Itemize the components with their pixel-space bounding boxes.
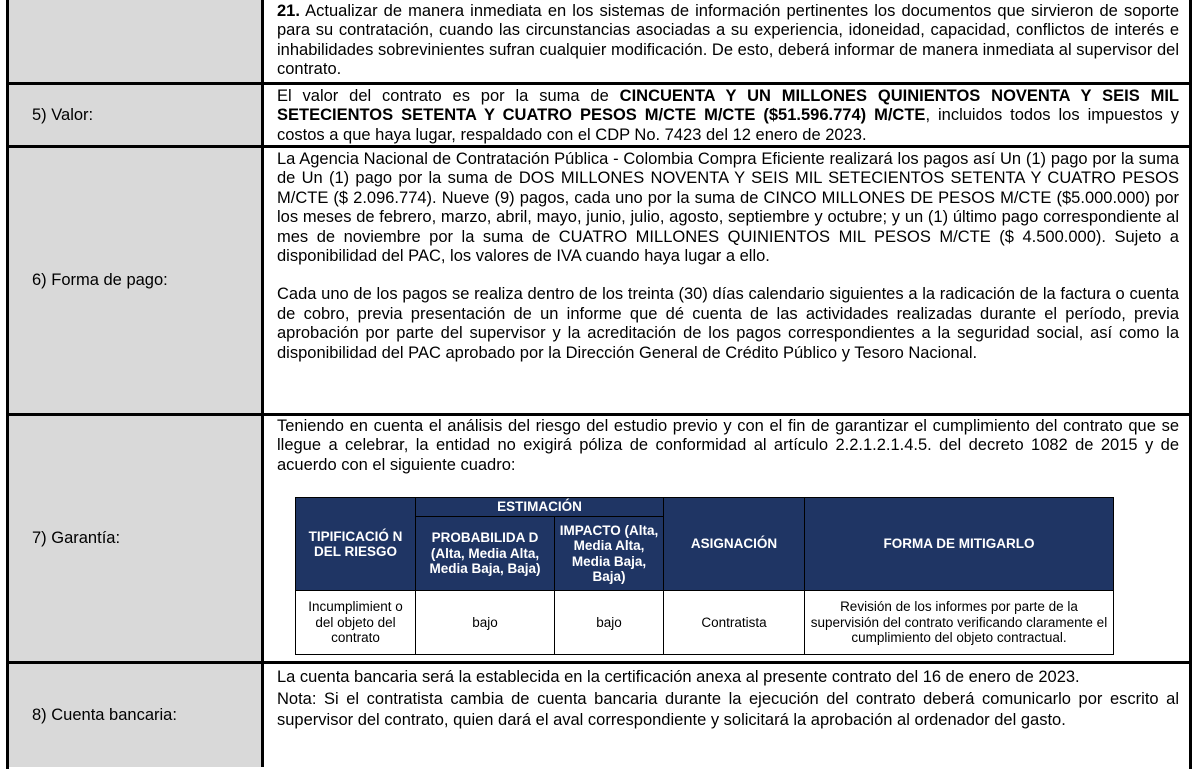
cuenta-p2: Nota: Si el contratista cambia de cuenta bancaria durante la ejecución del contrato deberá comunicarlo por escrito al supervisor del contrato, quien dará el aval correspondiente y solicitará la aprobación al ordenador del gasto. (277, 689, 1179, 729)
header-tipificacion: TIPIFICACIÓ N DEL RIESGO (296, 498, 416, 591)
label-cuenta: 8) Cuenta bancaria: (9, 664, 264, 767)
clause-21 (277, 2, 1179, 80)
cell-tipificacion: Incumplimient o del objeto del contrato (296, 591, 416, 655)
label-garantia: 7) Garantía: (9, 416, 264, 661)
clause-21-number: 21. (277, 2, 300, 20)
row-label-empty (9, 0, 264, 82)
label-forma-pago: 6) Forma de pago: (9, 148, 264, 413)
clause-21-text: Actualizar de manera inmediata en los sistemas de información pertinentes los documentos que sirvieron de soporte para su contratación, cuando las circunstancias asociadas a su experiencia, idoneidad, capacidad, conflictos de interés e inhabilidades sobrevinientes sufran cualquier modificación. De esto, deberá informar de manera inmediata al supervisor del contrato. (277, 2, 1179, 79)
cuenta-cell (264, 664, 1189, 784)
label-valor: 5) Valor: (9, 85, 264, 145)
row-valor (9, 85, 1189, 148)
valor-text (277, 87, 1179, 145)
row-obligations (9, 0, 1189, 85)
obligations-cell (264, 0, 1189, 82)
header-probabilidad: PROBABILIDA D (Alta, Media Alta, Media Baja, Baja) (416, 517, 555, 591)
row-forma-pago (9, 148, 1189, 416)
valor-cell (264, 85, 1189, 145)
cell-impacto: bajo (555, 591, 664, 655)
header-impacto: IMPACTO (Alta, Media Alta, Media Baja, Baja) (555, 517, 664, 591)
valor-pre: El valor del contrato es por la suma de (277, 87, 620, 105)
cell-probabilidad: bajo (416, 591, 555, 655)
forma-pago-p1: La Agencia Nacional de Contratación Pública - Colombia Compra Eficiente realizará los pagos así Un (1) pago por la suma de Un (1) pago por la suma de DOS MILLONES NOVENTA Y SEIS MIL SETECIENTOS SETENTA Y CUATRO PESOS M/CTE ($ 2.096.774). Nueve (9) pagos, cada uno por la suma de CINCO MILLONES DE PESOS M/CTE ($5.000.000) por los meses de febrero, marzo, abril, mayo, junio, julio, agosto, septiembre y octubre; y un (1) último pago correspondiente al mes de noviembre por la suma de CUATRO MILLONES QUINIENTOS MIL PESOS M/CTE ($ 4.500.000). Sujeto a disponibilidad del PAC, los valores de IVA cuando haya lugar a ello. (277, 150, 1179, 266)
cell-forma-mitigarlo: Revisión de los informes por parte de la supervisión del contrato verificando claramente el cumplimiento del objeto contractual. (805, 591, 1114, 655)
header-asignacion: ASIGNACIÓN (664, 498, 805, 591)
valor-post: , incluidos todos los impuestos y costos a que haya lugar, respaldado con el CDP No. 7423 del 12 enero de 2023. (277, 106, 1179, 144)
header-forma-mitigarlo: FORMA DE MITIGARLO (805, 498, 1114, 591)
risk-table (295, 497, 1114, 655)
forma-pago-cell (264, 148, 1189, 413)
cell-asignacion: Contratista (664, 591, 805, 655)
row-cuenta (9, 664, 1189, 784)
header-estimacion: ESTIMACIÓN (416, 498, 664, 517)
cuenta-p1: La cuenta bancaria será la establecida en la certificación anexa al presente contrato del 16 de enero de 2023. (277, 668, 1080, 686)
valor-amount: CINCUENTA Y UN MILLONES QUINIENTOS NOVENTA Y SEIS MIL SETECIENTOS SETENTA Y CUATRO PESOS M/CTE M/CTE ($51.596.774) M/CTE (277, 87, 1179, 125)
forma-pago-p2: Cada uno de los pagos se realiza dentro de los treinta (30) días calendario siguientes a la radicación de la factura o cuenta de cobro, previa presentación de un informe que dé cuenta de las actividades realizadas durante el período, previa aprobación por parte del supervisor y la acreditación de los pagos correspondientes a la seguridad social, así como la disponibilidad del PAC aprobado por la Dirección General de Crédito Público y Tesoro Nacional. (277, 285, 1179, 362)
garantia-text: Teniendo en cuenta el análisis del riesgo del estudio previo y con el fin de garantizar el cumplimiento del contrato que se llegue a celebrar, la entidad no exigirá póliza de conformidad al artículo 2.2.1.2.1.4.5. del decreto 1082 de 2015 y de acuerdo con el siguiente cuadro: (277, 417, 1179, 474)
